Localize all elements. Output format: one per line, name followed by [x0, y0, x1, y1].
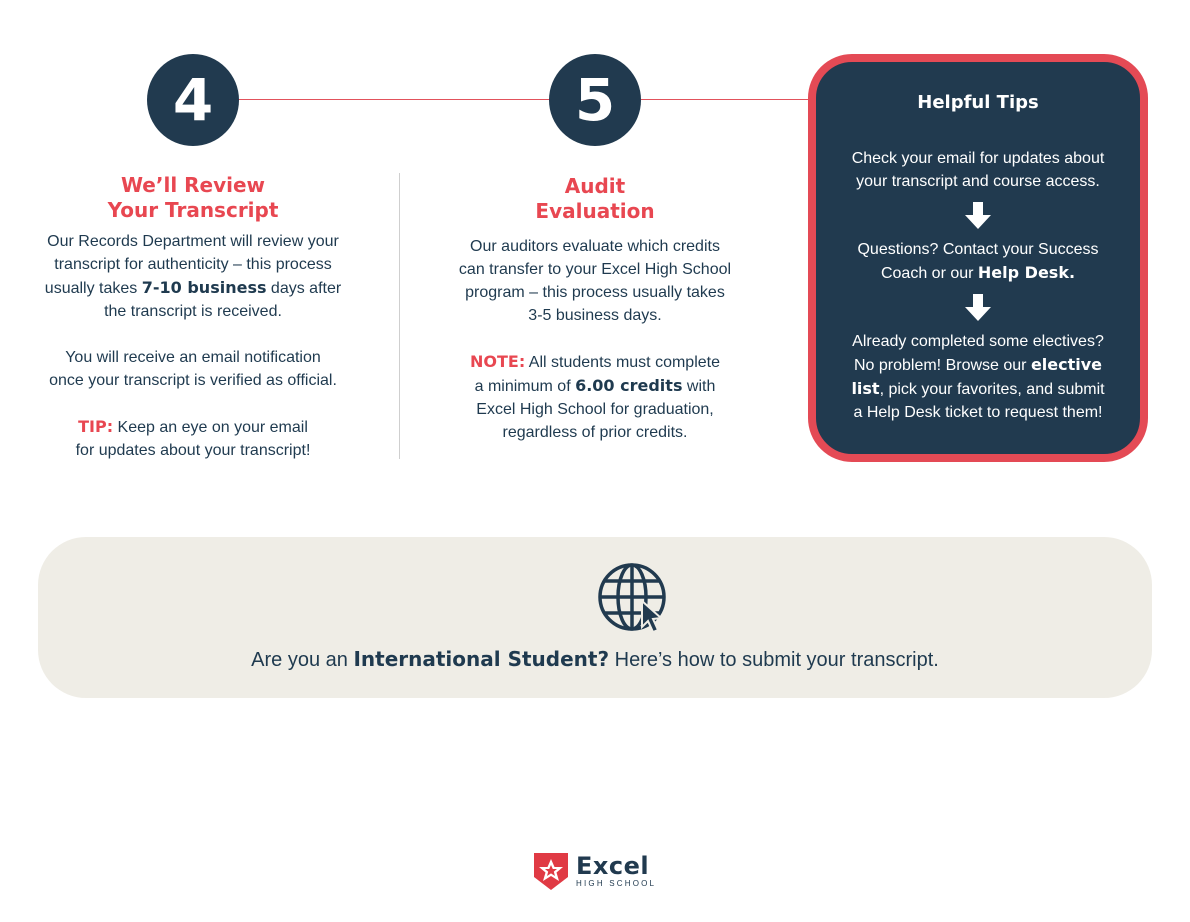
international-student-text: Are you an International Student? Here’s how to submit your transcript.	[251, 647, 939, 671]
shield-star-icon	[532, 851, 570, 891]
step-4-tip: TIP: Keep an eye on your email for updates about your transcript!	[75, 417, 311, 459]
note-label: NOTE:	[470, 352, 526, 371]
step-4-paragraph: Our Records Department will review your transcript for authenticity – this process usually takes 7-10 business days after the transcript is received.	[44, 233, 342, 320]
international-student-banner[interactable]	[38, 537, 1152, 698]
step-5-badge: 5	[549, 54, 641, 146]
arrow-down-icon	[964, 294, 992, 322]
step-4-title: We’ll Review Your Transcript	[107, 173, 279, 222]
step-4-body	[20, 230, 366, 462]
step-4-column	[20, 173, 366, 462]
step-5-column	[420, 174, 770, 444]
column-divider	[399, 173, 400, 459]
excel-high-school-logo	[532, 851, 656, 891]
arrow-down-icon	[964, 202, 992, 230]
logo-wordmark: Excel HIGH SCHOOL	[576, 851, 657, 888]
globe-cursor-icon	[596, 563, 670, 635]
step-4-notification-paragraph: You will receive an email notification once your transcript is verified as official.	[49, 349, 337, 389]
step-5-paragraph: Our auditors evaluate which credits can transfer to your Excel High School program – this process usually takes 3-5 business days.	[458, 238, 732, 324]
tip-email: Check your email for updates about your transcript and course access.	[851, 150, 1105, 190]
step-4-badge: 4	[147, 54, 239, 146]
step-connector-line	[238, 99, 550, 100]
helpful-tips-card	[808, 54, 1148, 462]
tip-label: TIP:	[78, 417, 114, 436]
step-5-body	[420, 235, 770, 444]
step-connector-line	[641, 99, 813, 100]
tips-title: Helpful Tips	[917, 92, 1039, 113]
help-desk-link[interactable]: Help Desk.	[977, 263, 1076, 282]
elective-list-link[interactable]: elective	[1030, 355, 1103, 374]
elective-list-link[interactable]: list	[851, 379, 880, 398]
tip-electives: Already completed some electives? No problem! Browse our elective list, pick your favorites, and submit a Help Desk ticket to request them!	[851, 333, 1105, 421]
step-5-title: Audit Evaluation	[535, 174, 655, 223]
tip-contact: Questions? Contact your Success Coach or our Help Desk.	[857, 241, 1099, 282]
step-5-note: NOTE: All students must complete a minimum of 6.00 credits with Excel High School for graduation, regardless of prior credits.	[470, 352, 720, 441]
